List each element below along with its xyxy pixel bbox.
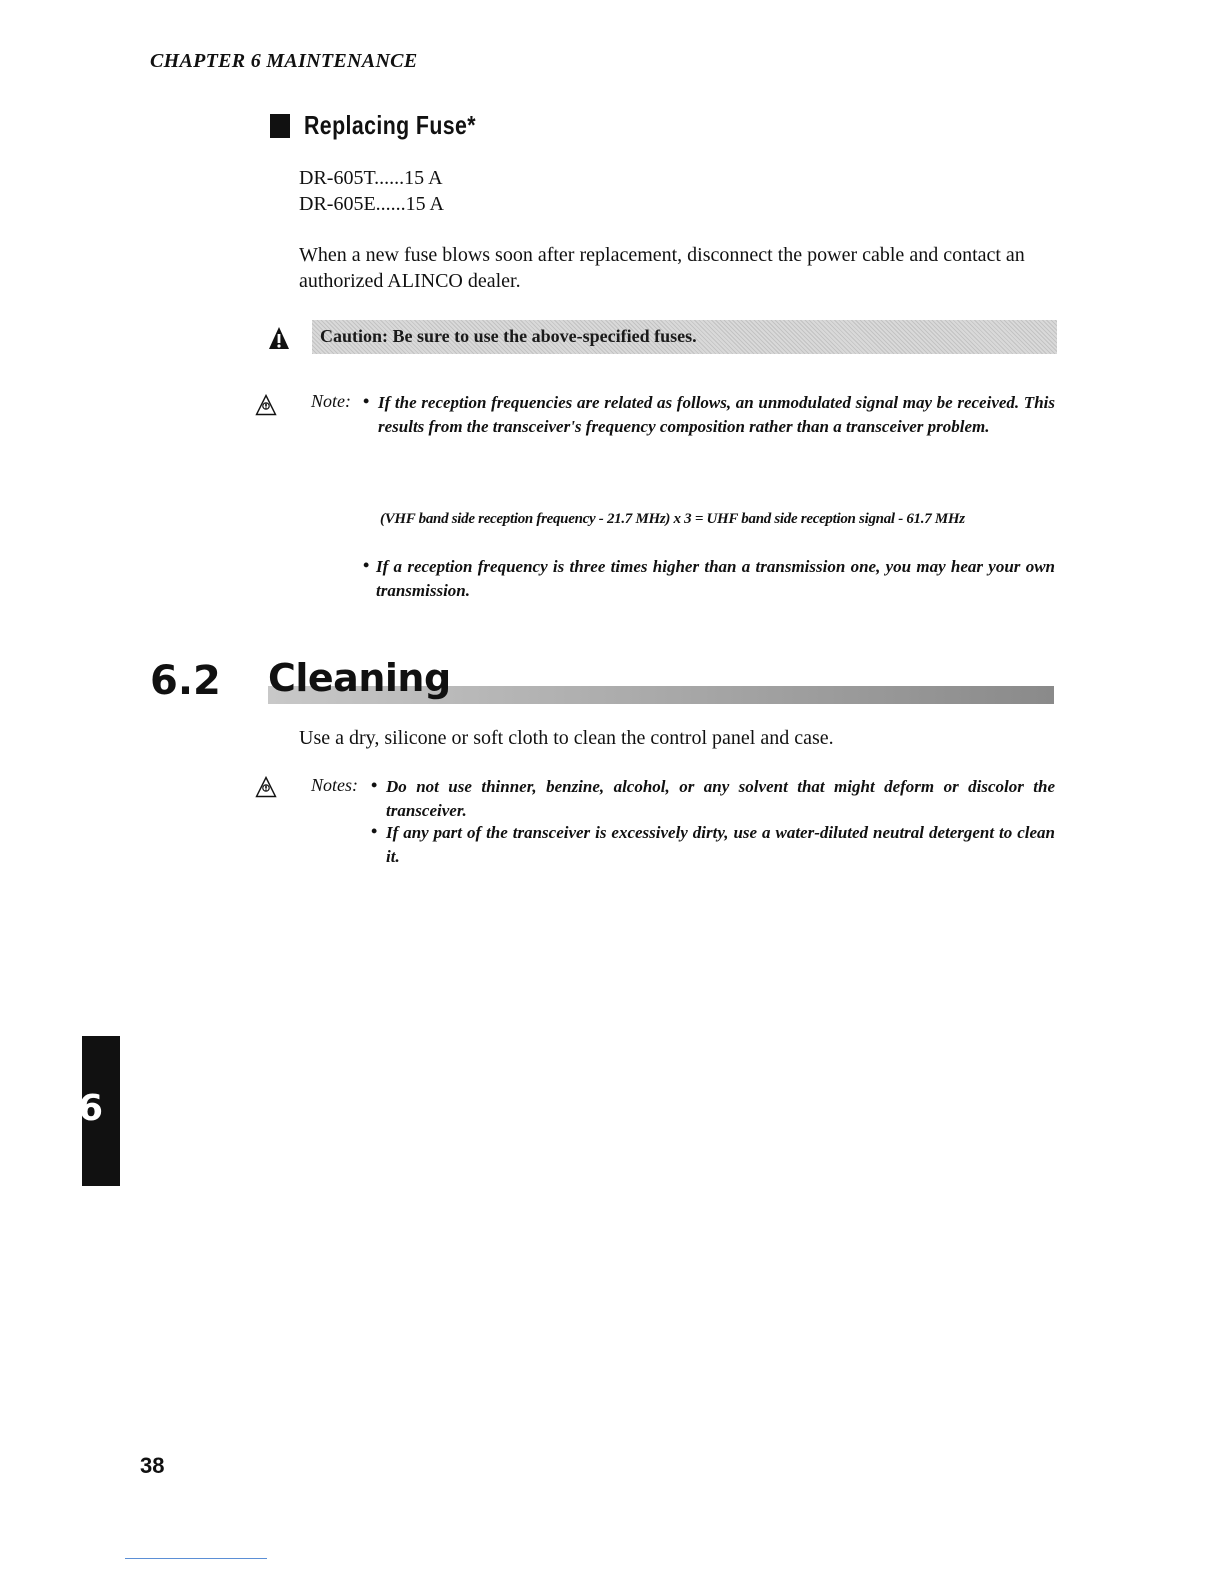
- bullet-icon: •: [363, 555, 370, 575]
- cleaning-instruction-paragraph: Use a dry, silicone or soft cloth to clean the control panel and case.: [299, 727, 834, 749]
- fuse-rating-dr605t: DR-605T......15 A: [299, 167, 443, 189]
- notes-label: Notes:: [311, 775, 358, 795]
- bottom-rule: [125, 1558, 267, 1559]
- bullet-icon: •: [371, 821, 378, 841]
- section-number: 6.2: [150, 658, 221, 704]
- section-title-replacing-fuse: Replacing Fuse*: [304, 110, 477, 140]
- fuse-rating-dr605e: DR-605E......15 A: [299, 193, 444, 215]
- warning-triangle-filled-icon: [268, 326, 290, 350]
- warning-triangle-outline-icon: [255, 776, 277, 798]
- fuse-instruction-paragraph: When a new fuse blows soon after replacement, disconnect the power cable and contact an authorized ALINCO dealer.: [299, 244, 1025, 292]
- section-title-cleaning: Cleaning: [268, 656, 451, 700]
- section-marker-square: [270, 114, 290, 138]
- note-text-no-solvent: Do not use thinner, benzine, alcohol, or any solvent that might deform or discolor the transceiver.: [386, 777, 1055, 820]
- bullet-icon: •: [371, 775, 378, 795]
- chapter-header: CHAPTER 6 MAINTENANCE: [150, 50, 418, 72]
- caution-text: Caution: Be sure to use the above-specified fuses.: [320, 326, 697, 346]
- note-text-unmodulated-signal: If the reception frequencies are related as follows, an unmodulated signal may be received. This results from the transceiver's frequency composition rather than a transceiver problem.: [378, 393, 1055, 436]
- page-number: 38: [140, 1453, 165, 1478]
- warning-triangle-outline-icon: [255, 394, 277, 416]
- chapter-side-tab-label: 6: [78, 1088, 104, 1129]
- note-text-own-transmission: If a reception frequency is three times higher than a transmission one, you may hear your own transmission.: [376, 557, 1055, 600]
- note-text-detergent: If any part of the transceiver is excessively dirty, use a water-diluted neutral detergent to clean it.: [386, 823, 1055, 866]
- note-label: Note:: [311, 391, 351, 411]
- frequency-formula: (VHF band side reception frequency - 21.7 MHz) x 3 = UHF band side reception signal - 61.7 MHz: [380, 511, 965, 527]
- bullet-icon: •: [363, 391, 370, 411]
